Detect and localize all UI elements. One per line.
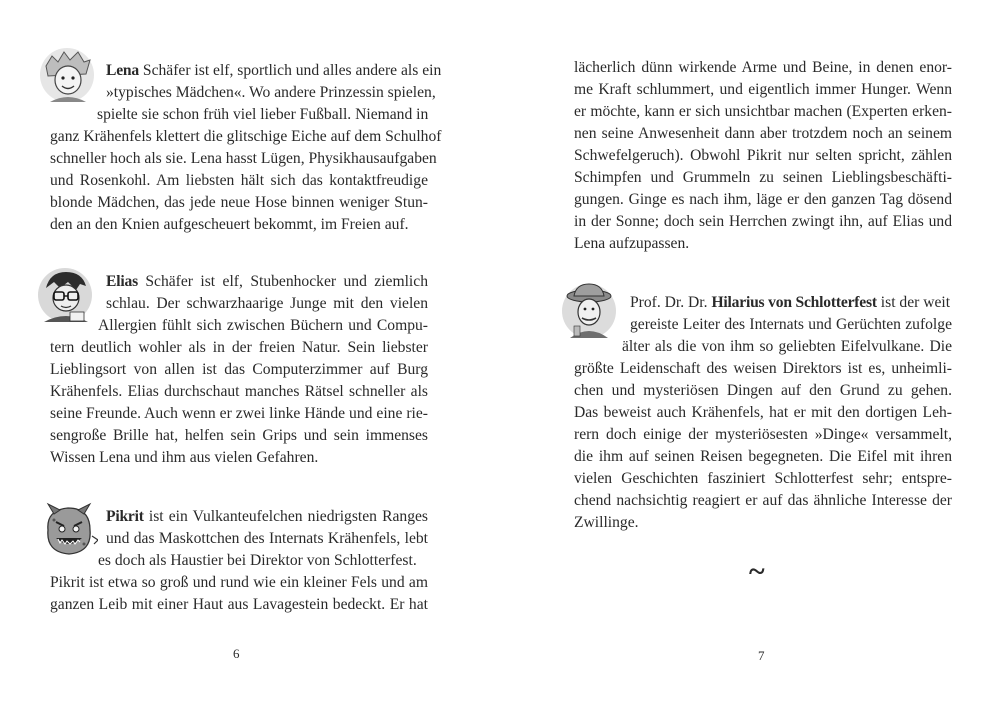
hilarius-line-9: vielen Geschichten fasziniert Schlotterfest sehr; entspre- — [574, 470, 952, 487]
continuation-line-5: Schwefelgeruch). Obwohl Pikrit nur selten spricht, zählen — [574, 147, 952, 164]
hilarius-line-5: chen und mysteriösen Dingen auf den Grund zu gehen. — [574, 382, 952, 399]
lena-line-1: Lena Schäfer ist elf, sportlich und alles andere als ein — [106, 62, 442, 79]
continuation-line-1: lächerlich dünn wirkende Arme und Beine, in denen enor- — [574, 59, 952, 76]
lena-portrait-icon — [38, 46, 96, 104]
lena-line-2: »typisches Mädchen«. Wo andere Prinzessin spielen, — [106, 84, 436, 101]
elias-line-8: sengroße Brille hat, helfen sein Grips und sein immenses — [50, 427, 428, 444]
pikrit-line-4: Pikrit ist etwa so groß und rund wie ein kleiner Fels und am — [50, 574, 428, 591]
hilarius-line-8: die ihm auf seinen Reisen begegneten. Die Eifel mit ihren — [574, 448, 952, 465]
hilarius-line-10: chend nachsichtig reagiert er auf das ähnliche Interesse der — [574, 492, 952, 509]
page-number-left: 6 — [233, 646, 240, 661]
continuation-line-4: nen seine Anwesenheit dann aber trotzdem noch an seinem — [574, 125, 952, 142]
continuation-line-9: Lena aufzupassen. — [574, 235, 690, 252]
elias-line-5: Lieblingsort von allen ist das Computerzimmer auf Burg — [50, 361, 428, 378]
pikrit-line-5: ganzen Leib mit einer Haut aus Lavagestein bedeckt. Er hat — [50, 596, 428, 613]
hilarius-line-3: älter als die von ihm so geliebten Eifelvulkane. Die — [622, 338, 952, 355]
lena-line-5: schneller hoch als sie. Lena hasst Lügen, Physikhausaufgaben — [50, 150, 437, 167]
elias-line-1: Elias Schäfer ist elf, Stubenhocker und ziemlich — [106, 273, 428, 290]
lena-name: Lena — [106, 62, 139, 79]
pikrit-line-2: und das Maskottchen des Internats Krähenfels, lebt — [106, 530, 428, 547]
elias-portrait-icon — [36, 266, 94, 324]
hilarius-line-1: Prof. Dr. Dr. Hilarius von Schlotterfest ist der weit — [630, 294, 951, 311]
page-number-right: 7 — [758, 648, 765, 663]
continuation-line-8: in der Sonne; doch sein Herrchen zwingt ihn, auf Elias und — [574, 213, 952, 230]
elias-line-9: Wissen Lena und ihm aus vielen Gefahren. — [50, 449, 319, 466]
lena-line-4: ganz Krähenfels klettert die glitschige Eiche auf dem Schulhof — [50, 128, 442, 145]
continuation-line-6: Schimpfen und Grummeln zu seinen Lieblingsbeschäfti- — [574, 169, 952, 186]
hilarius-line-4: größte Leidenschaft des weisen Direktors ist es, unheimli- — [574, 360, 952, 377]
hilarius-line-7: rern doch einige der mysteriösesten »Dinge« versammelt, — [574, 426, 952, 443]
hilarius-name: Hilarius von Schlotterfest — [711, 294, 877, 311]
lena-line-8: den an den Knien aufgescheuert bekommt, im Freien auf. — [50, 216, 409, 233]
elias-line-6: Krähenfels. Elias durchschaut manches Rätsel schneller als — [50, 383, 428, 400]
continuation-line-3: er möchte, kann er sich unsichtbar machen (Experten erken- — [574, 103, 952, 120]
elias-line-7: seine Freunde. Auch wenn er zwei linke Hände und eine rie- — [50, 405, 428, 422]
pikrit-line-3: es doch als Haustier bei Direktor von Schlotterfest. — [98, 552, 417, 569]
right-page — [500, 0, 1000, 709]
elias-line-4: tern deutlich wohler als in der freien Natur. Sein liebster — [50, 339, 428, 356]
elias-line-3: Allergien fühlt sich zwischen Büchern und Compu- — [98, 317, 428, 334]
hilarius-line-2: gereiste Leiter des Internats und Gerüchten zufolge — [630, 316, 952, 333]
continuation-line-2: me Kraft schlummert, und eigentlich immer Hunger. Wenn — [574, 81, 952, 98]
lena-line-7: blonde Mädchen, das jede neue Hose binnen weniger Stun- — [50, 194, 428, 211]
ornament-tilde: ~ — [749, 555, 765, 588]
lena-line-6: und Rosenkohl. Am liebsten hält sich das kontaktfreudige — [50, 172, 428, 189]
lena-line-3: spielte sie schon früh viel lieber Fußball. Niemand in — [97, 106, 429, 123]
hilarius-line-11: Zwillinge. — [574, 514, 639, 531]
hilarius-portrait-icon — [560, 282, 618, 340]
pikrit-line-1: Pikrit ist ein Vulkanteufelchen niedrigsten Ranges — [106, 508, 428, 525]
pikrit-portrait-icon — [40, 500, 98, 558]
pikrit-name: Pikrit — [106, 508, 144, 525]
elias-line-2: schlau. Der schwarzhaarige Junge mit den vielen — [106, 295, 428, 312]
elias-name: Elias — [106, 273, 138, 290]
hilarius-line-6: Das beweist auch Krähenfels, hat er mit den dortigen Leh- — [574, 404, 952, 421]
continuation-line-7: gungen. Ginge es nach ihm, läge er den ganzen Tag dösend — [574, 191, 952, 208]
